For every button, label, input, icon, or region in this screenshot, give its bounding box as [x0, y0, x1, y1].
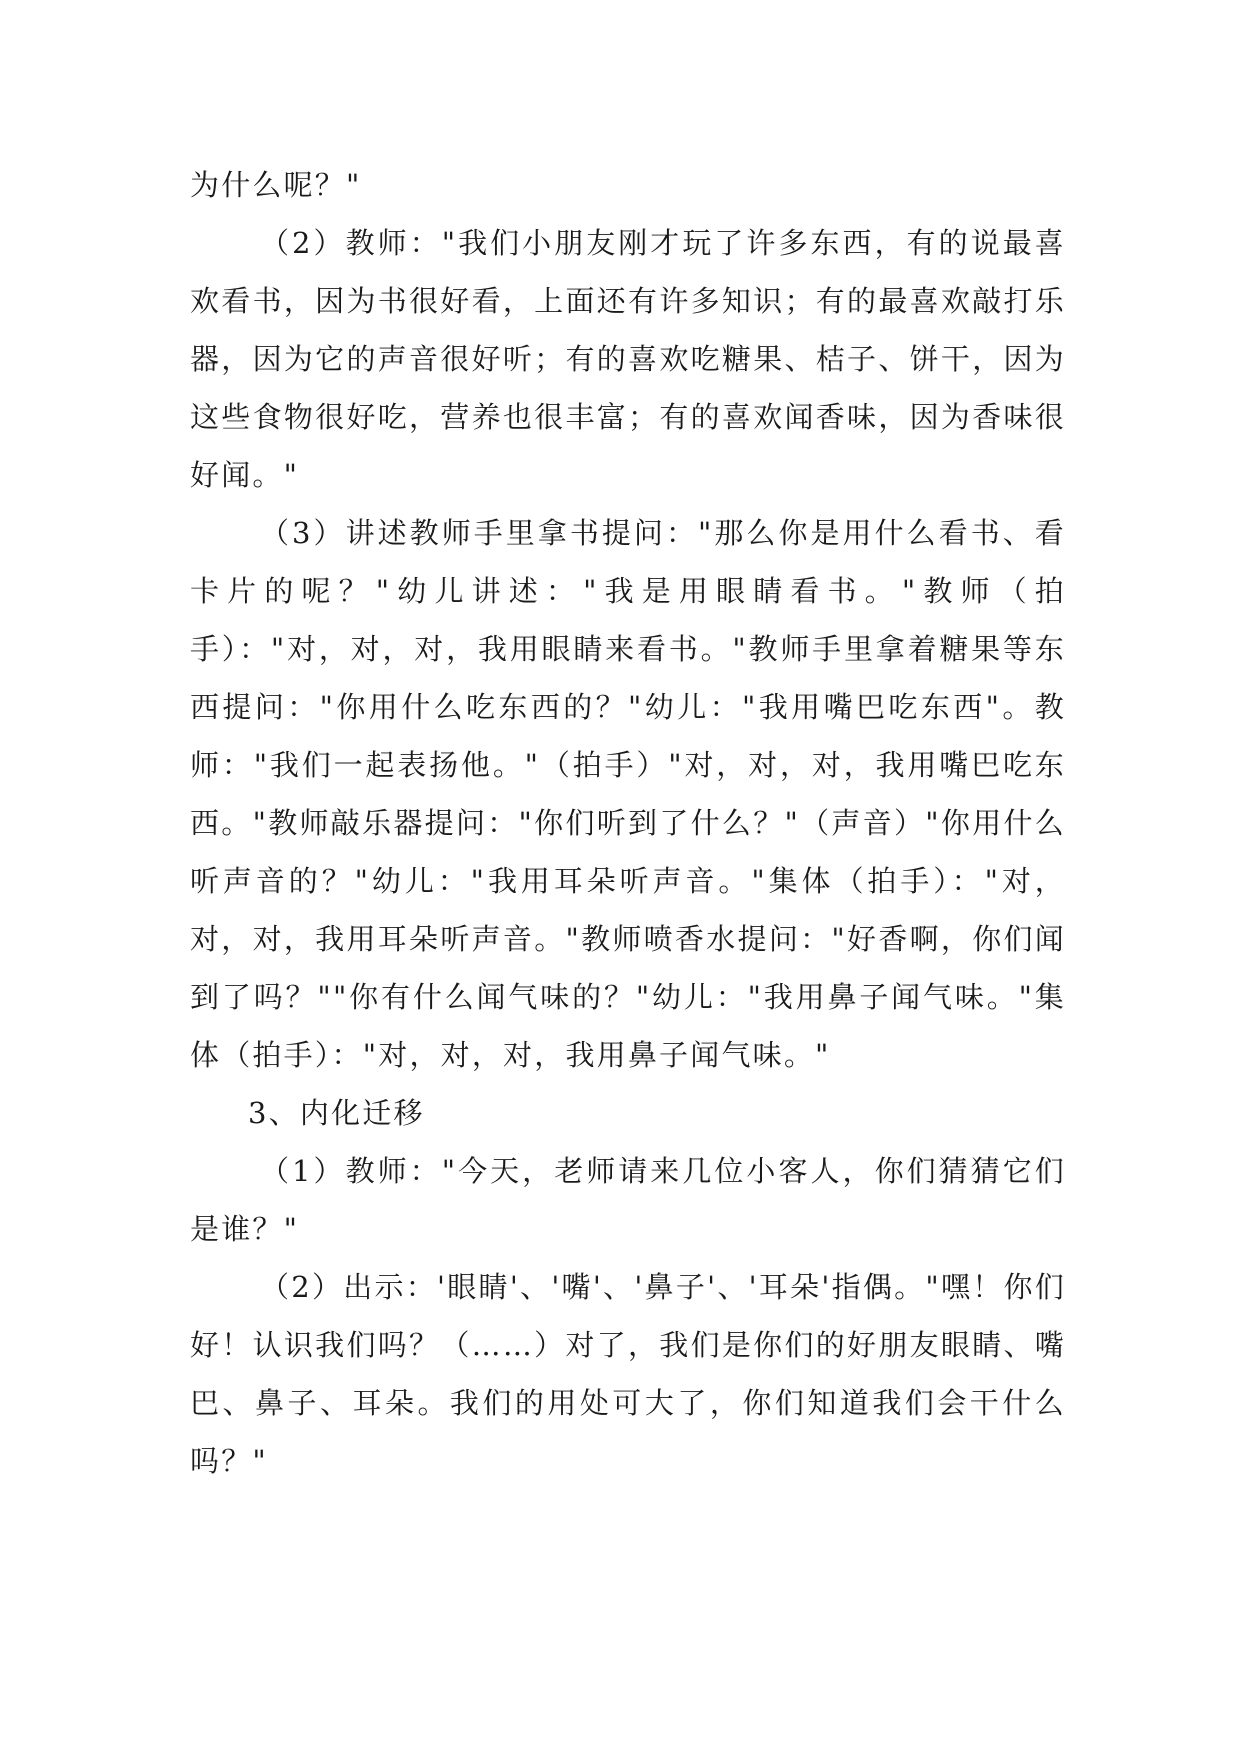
paragraph-item-2b: （2）出示：'眼睛'、'嘴'、'鼻子'、'耳朵'指偶。"嘿！你们好！认识我们吗？（……）对了，我们是你们的好朋友眼睛、嘴巴、鼻子、耳朵。我们的用处可大了，你们知道我们会干什么吗？"	[190, 1270, 1066, 1478]
document-page	[190, 156, 1066, 1490]
paragraph-item-3: （3）讲述教师手里拿书提问："那么你是用什么看书、看卡片的呢？"幼儿讲述："我是用眼睛看书。"教师（拍手）："对，对，对，我用眼睛来看书。"教师手里拿着糖果等东西提问："你用什么吃东西的？"幼儿："我用嘴巴吃东西"。教师："我们一起表扬他。"（拍手）"对，对，对，我用嘴巴吃东西。"教师敲乐器提问："你们听到了什么？"（声音）"你用什么听声音的？"幼儿："我用耳朵听声音。"集体（拍手）："对，对，对，我用耳朵听声音。"教师喷香水提问："好香啊，你们闻到了吗？""你有什么闻气味的？"幼儿："我用鼻子闻气味。"集体（拍手）："对，对，对，我用鼻子闻气味。"	[190, 516, 1066, 1072]
paragraph-item-1: （1）教师："今天，老师请来几位小客人，你们猜猜它们是谁？"	[190, 1154, 1066, 1246]
paragraph-item-2: （2）教师："我们小朋友刚才玩了许多东西，有的说最喜欢看书，因为书很好看，上面还有许多知识；有的最喜欢敲打乐器，因为它的声音很好听；有的喜欢吃糖果、桔子、饼干，因为这些食物很好吃，营养也很丰富；有的喜欢闻香味，因为香味很好闻。"	[190, 226, 1066, 492]
paragraph-continuation: 为什么呢？"	[190, 168, 362, 202]
section-heading: 3、内化迁移	[248, 1096, 425, 1130]
